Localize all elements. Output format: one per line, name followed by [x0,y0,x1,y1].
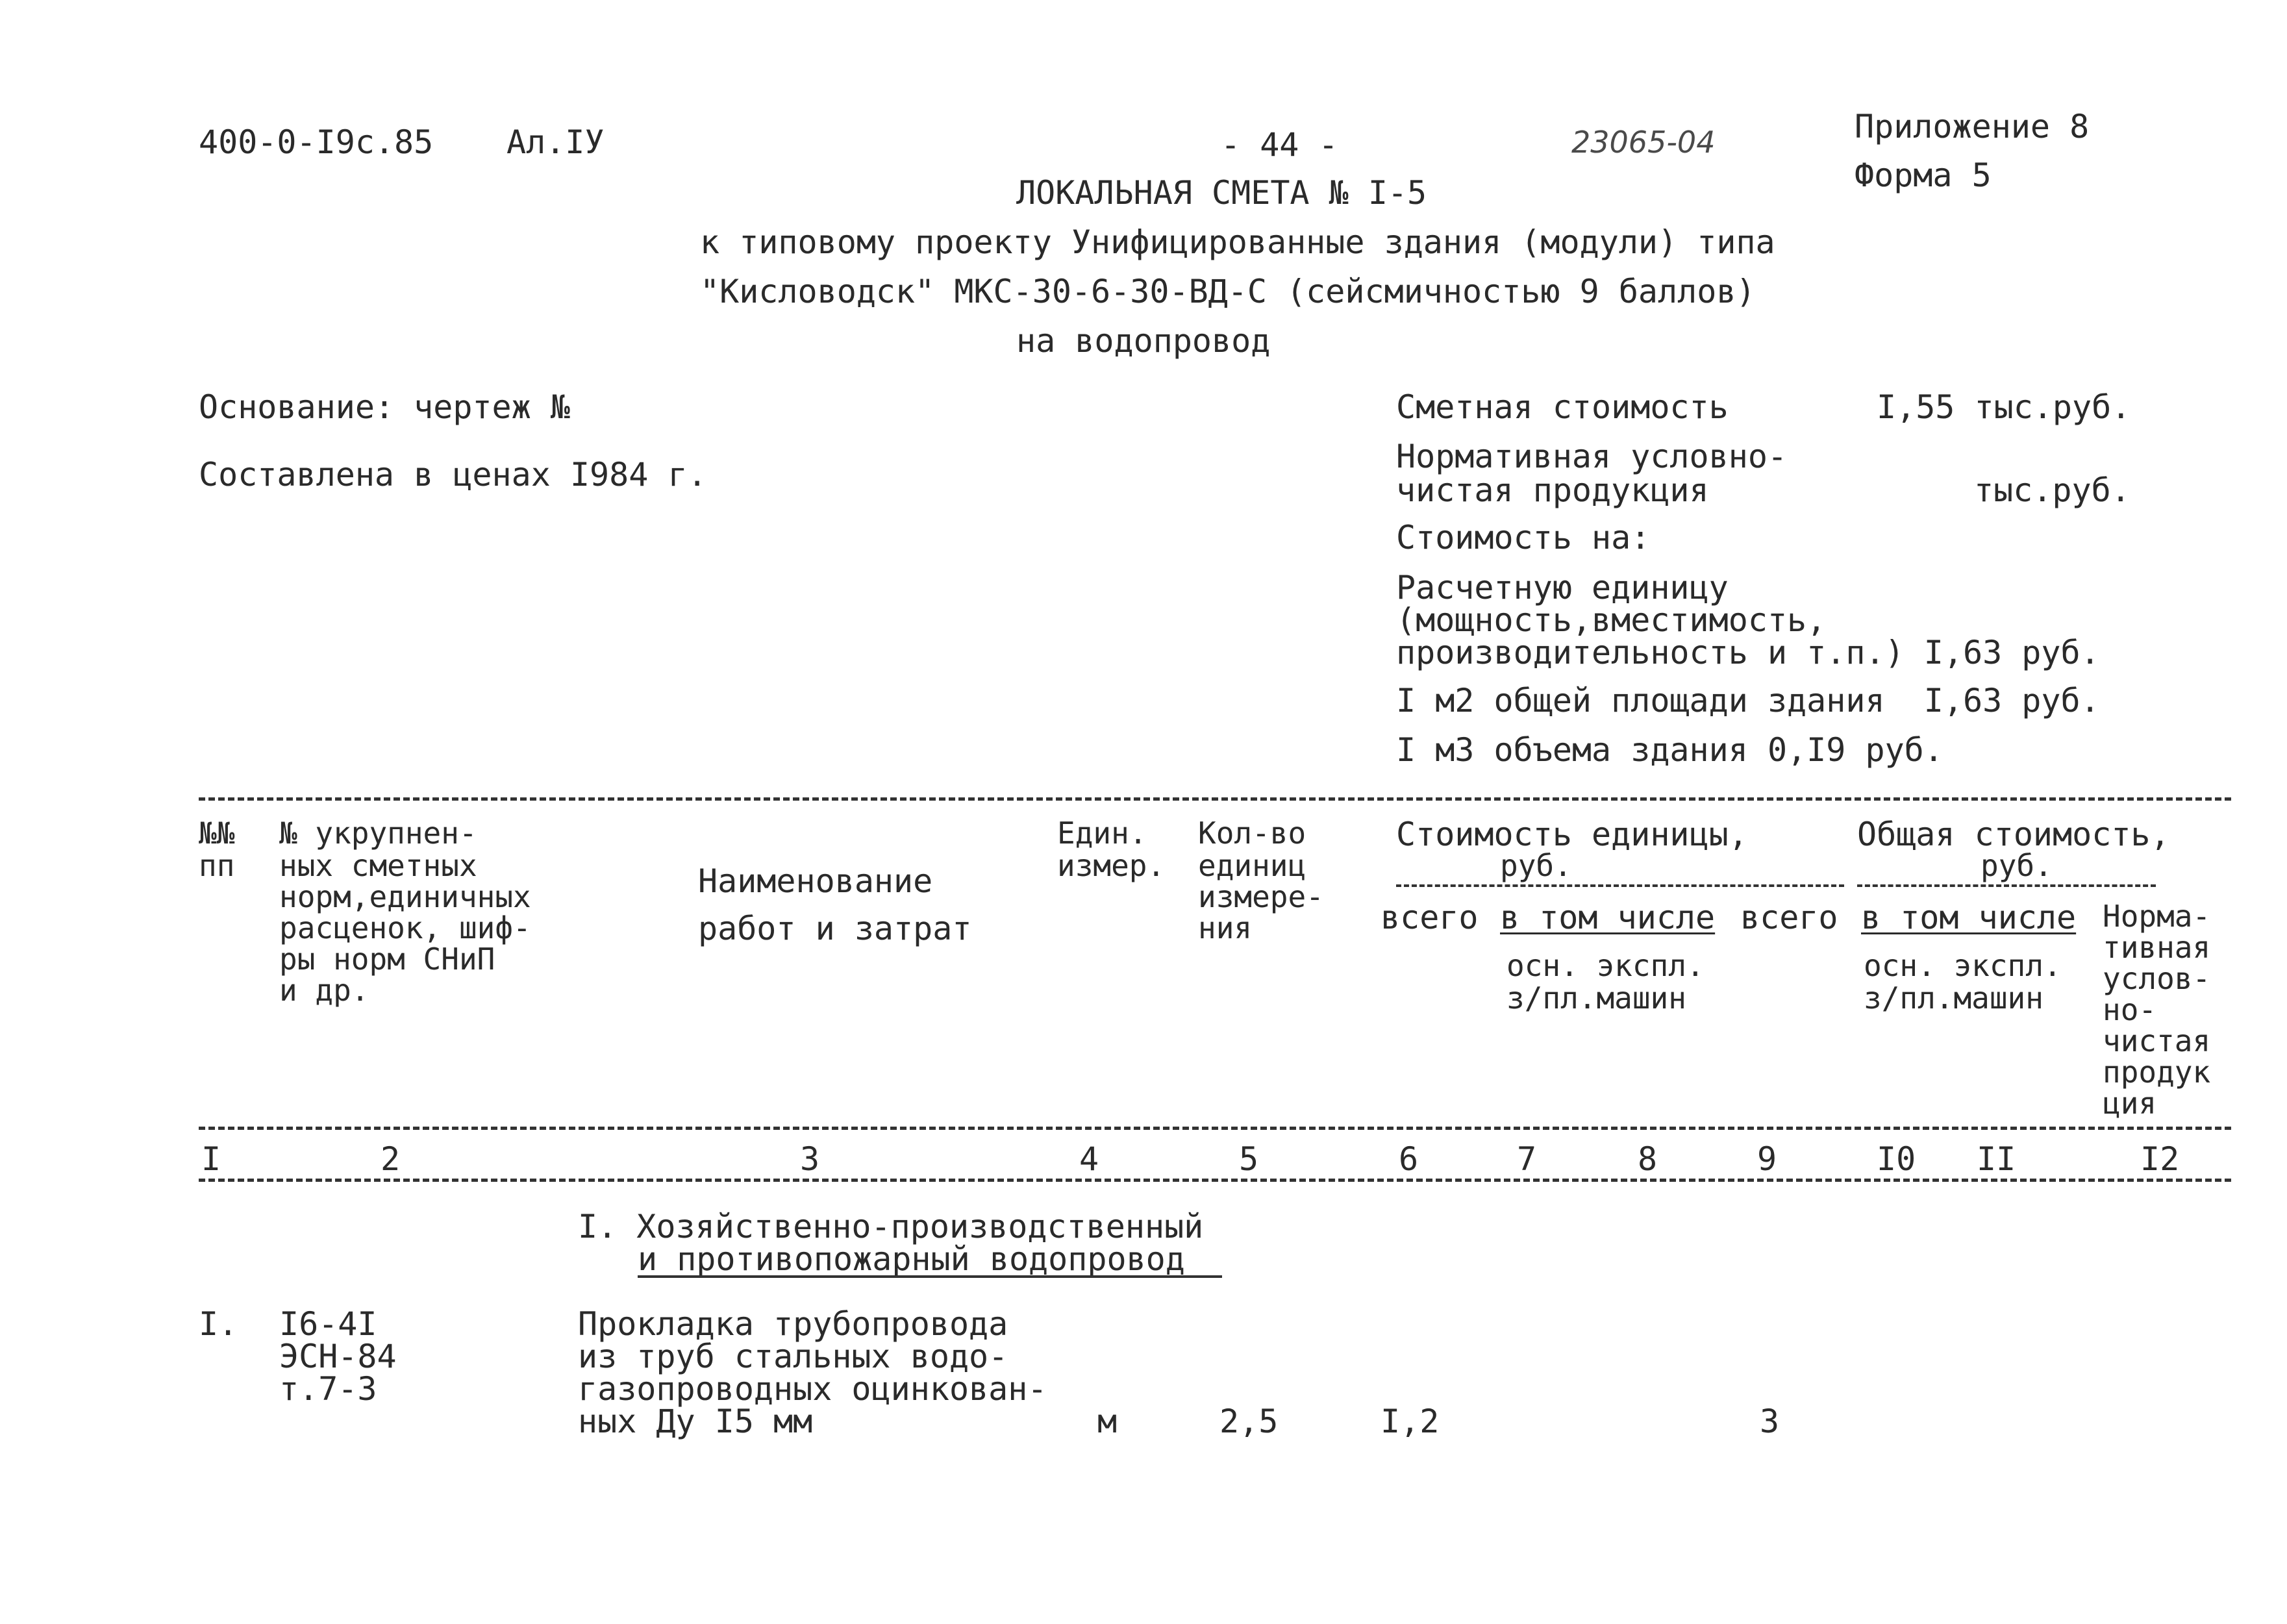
net-output-unit: тыс.руб. [1974,471,2131,509]
colnum-7: 7 [1517,1140,1537,1178]
col1-header-1: №№ [199,816,235,851]
unit-cost-rub: руб. [1500,848,1572,883]
unit-all-header: всего [1381,899,1479,936]
row1-name-4: ных Ду I5 мм [578,1403,813,1440]
net-output-label-1: Нормативная условно- [1396,438,1788,475]
col2-header-1: № укрупнен- [279,816,477,851]
title-line-3: "Кисловодск" МКС-30-6-30-ВД-С (сейсмичностью 9 баллов) [700,273,1756,310]
col5-header-1: Кол-во [1198,816,1306,851]
col3-header-1: Наименование [698,862,933,900]
total-all-header: всего [1740,899,1838,936]
col2-header-4: расценок, шиф- [279,910,531,945]
basis-prices: Составлена в ценах I984 г. [199,456,707,493]
estimated-cost-label: Сметная стоимость [1396,388,1729,426]
col2-header-2: ных сметных [279,848,477,883]
row1-name-3: газопроводных оцинкован- [578,1370,1047,1408]
colnum-6: 6 [1399,1140,1419,1178]
colnum-10: I0 [1877,1140,1916,1178]
unit-sub-2: з/пл.машин [1506,981,1686,1016]
col12-header-5: чистая [2103,1023,2211,1058]
col5-header-4: ния [1198,910,1253,945]
col3-header-2: работ и затрат [698,910,972,947]
col2-header-5: ры норм СНиП [279,942,495,977]
section-title-2: и противопожарный водопровод [638,1240,1185,1278]
col5-header-3: измере- [1198,879,1324,914]
row1-unit: м [1097,1403,1118,1440]
estimated-cost-value: I,55 тыс.руб. [1877,388,2131,426]
row1-total-cost: 3 [1760,1403,1780,1440]
unit-incl-header: в том числе [1500,899,1716,936]
net-output-label-2: чистая продукция [1396,471,1709,509]
col12-header-1: Норма- [2103,899,2211,934]
total-cost-group-divider [1857,884,2156,887]
col12-header-2: тивная [2103,930,2211,965]
row1-quantity: 2,5 [1219,1403,1279,1440]
section-title-underline [638,1275,1222,1278]
col12-header-3: услов- [2103,961,2211,996]
appendix-label: Приложение 8 [1855,108,2090,145]
col2-header-3: норм,единичных [279,879,531,914]
section-title-1: I. Хозяйственно-производственный [578,1208,1204,1245]
total-sub-2: з/пл.машин [1864,981,2043,1016]
album-number: Ал.IУ [506,123,605,161]
area-cost-line: I м2 общей площади здания I,63 руб. [1396,682,2100,719]
estimate-title: ЛОКАЛЬНАЯ СМЕТА № I-5 [1016,174,1427,212]
colnum-8: 8 [1638,1140,1658,1178]
colnum-3: 3 [800,1140,820,1178]
calc-unit-label-2: (мощность,вместимость, [1396,601,1827,639]
header-bottom-divider [199,1127,2231,1130]
colnum-2: 2 [381,1140,401,1178]
row1-code-1: I6-4I [279,1305,377,1343]
row1-name-2: из труб стальных водо- [578,1338,1008,1375]
col12-header-6: продук [2103,1055,2211,1090]
unit-cost-group-divider [1396,884,1844,887]
col12-header-7: ция [2103,1086,2157,1121]
colnum-1: I [201,1140,221,1178]
volume-cost-line: I м3 объема здания 0,I9 руб. [1396,731,1943,769]
row1-code-2: ЭСН-84 [279,1338,397,1375]
unit-sub-1: осн. экспл. [1506,948,1705,983]
calc-unit-label-3: производительность и т.п.) I,63 руб. [1396,634,2100,671]
table-top-divider [199,797,2231,801]
row1-unit-cost: I,2 [1381,1403,1440,1440]
row1-name-1: Прокладка трубопровода [578,1305,1008,1343]
colnum-12: I2 [2140,1140,2180,1178]
col12-header-4: но- [2103,992,2157,1027]
handwritten-code: 23065-04 [1571,125,1716,160]
colnum-9: 9 [1757,1140,1777,1178]
row1-code-3: т.7-3 [279,1370,377,1408]
colnum-5: 5 [1239,1140,1259,1178]
basis-drawing: Основание: чертеж № [199,388,570,426]
total-cost-rub: руб. [1981,848,2053,883]
title-line-2: к типовому проекту Унифицированные здания (модули) типа [700,223,1775,261]
form-label: Форма 5 [1855,156,1992,194]
cost-per-label: Стоимость на: [1396,519,1651,556]
col5-header-2: единиц [1198,848,1306,883]
col2-header-6: и др. [279,973,369,1008]
col4-header-1: Един. [1057,816,1147,851]
row1-number: I. [199,1305,238,1343]
col4-header-2: измер. [1057,848,1166,883]
document-code: 400-0-I9c.85 [199,123,434,161]
calc-unit-label-1: Расчетную единицу [1396,569,1729,606]
title-line-4: на водопровод [1016,322,1271,360]
col1-header-2: пп [199,848,235,883]
column-numbers-divider [199,1179,2231,1182]
unit-cost-header: Стоимость единицы, [1396,816,1748,853]
total-sub-1: осн. экспл. [1864,948,2062,983]
total-cost-header: Общая стоимость, [1857,816,2170,853]
colnum-4: 4 [1079,1140,1099,1178]
colnum-11: II [1977,1140,2016,1178]
total-incl-header: в том числе [1861,899,2077,936]
page-number: - 44 - [1221,126,1338,164]
